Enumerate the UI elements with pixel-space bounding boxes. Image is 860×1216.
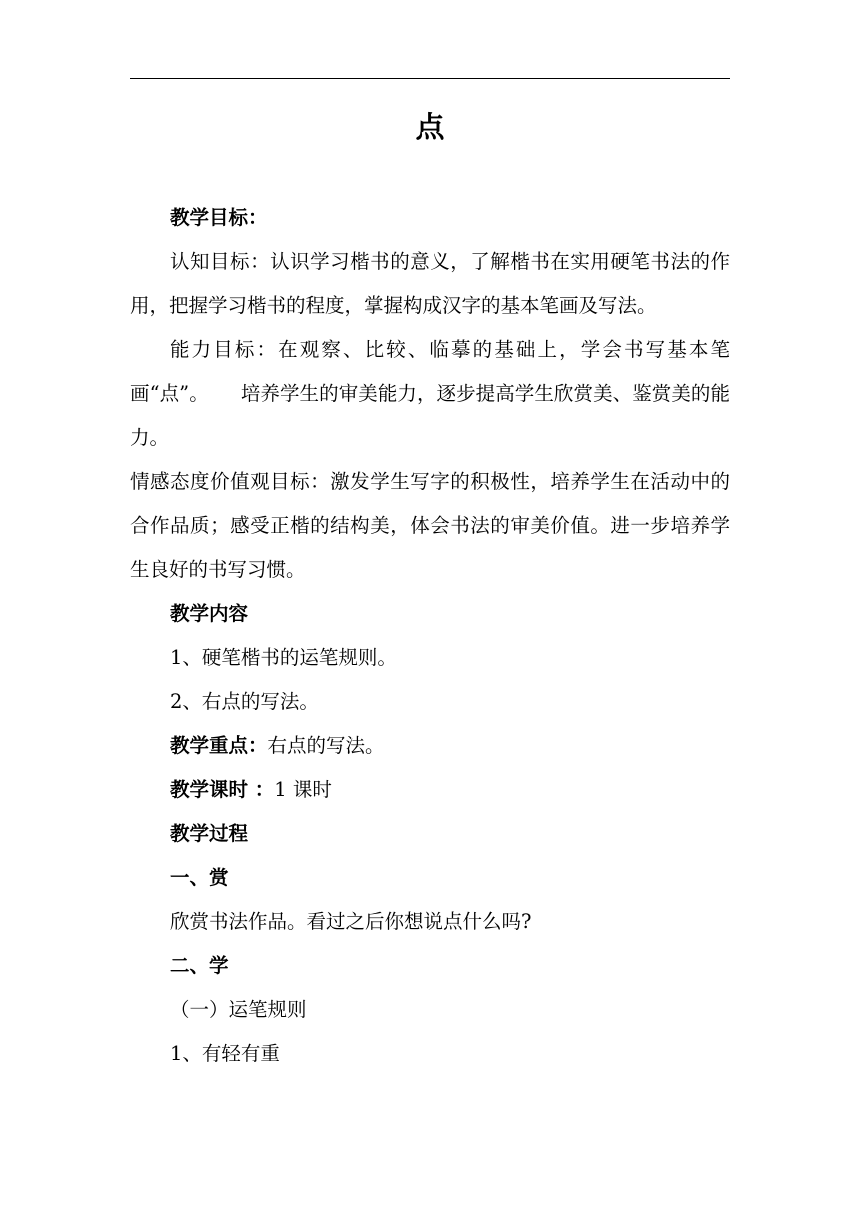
- content-item-1: 1、硬笔楷书的运笔规则。: [170, 646, 397, 669]
- key-point: [130, 724, 730, 768]
- step-2-heading: 二、学: [170, 954, 229, 977]
- ability-objective: [130, 328, 730, 460]
- sub-section-item-1: 1、有轻有重: [170, 1042, 280, 1065]
- cognitive-objective: 认知目标：认识学习楷书的意义，了解楷书在实用硬笔书法的作用，把握学习楷书的程度，掌握构成汉字的基本笔画及写法。: [130, 250, 730, 317]
- key-point-label: 教学重点：: [170, 734, 268, 757]
- document-body: [130, 196, 730, 1076]
- header-rule: [130, 78, 730, 79]
- content-heading: 教学内容: [170, 602, 249, 625]
- process-heading: 教学过程: [170, 822, 249, 845]
- key-point-value: 右点的写法。: [267, 734, 385, 757]
- content-item-2: 2、右点的写法。: [170, 690, 319, 713]
- emotion-objective: 情感态度价值观目标：激发学生写字的积极性，培养学生在活动中的合作品质；感受正楷的结构美，体会书法的审美价值。进一步培养学生良好的书写习惯。: [130, 470, 730, 581]
- class-hours-value: 1 课时: [274, 778, 332, 801]
- step-1-text: 欣赏书法作品。看过之后你想说点什么吗?: [170, 910, 532, 933]
- sub-section-heading: （一）运笔规则: [170, 998, 307, 1021]
- ability-objective-part2: 培养学生的审美能力，逐步提高学生欣赏美、鉴赏美的能力。: [130, 382, 730, 449]
- ability-objective-part1: 能力目标：在观察、比较、临摹的基础上，学会书写基本笔画“点”。: [130, 338, 730, 405]
- page-title: 点: [415, 110, 445, 144]
- step-1-heading: 一、赏: [170, 866, 229, 889]
- objectives-heading: 教学目标：: [170, 206, 268, 229]
- class-hours: [130, 768, 730, 812]
- class-hours-label: 教学课时 ：: [170, 778, 275, 801]
